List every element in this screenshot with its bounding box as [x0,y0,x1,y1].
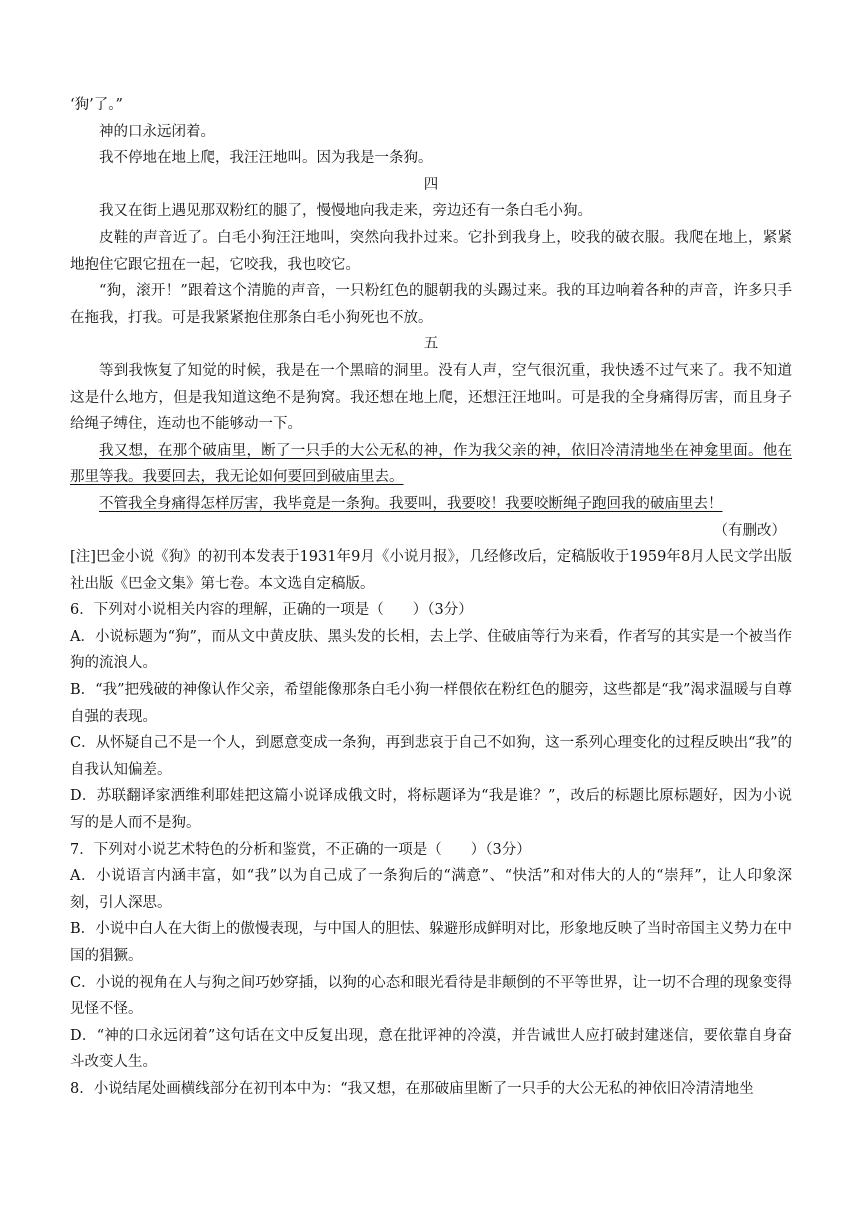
question-6-option-b: B．“我”把残破的神像认作父亲，希望能像那条白毛小狗一样偎依在粉红色的腿旁，这些都是“我”渴求温暖与自尊自强的表现。 [70,682,792,725]
paragraph: 等到我恢复了知觉的时候，我是在一个黑暗的洞里。没有人声，空气很沉重，我快透不过气来了。我不知道这是什么地方，但是我知道这绝不是狗窝。我还想在地上爬，还想汪汪地叫。可是我的全身痛得厉害，而且身子给绳子缚住，连动也不能够动一下。 [70,362,792,433]
paragraph: ‘狗’了。” [70,97,123,113]
question-7-option-b: B．小说中白人在大街上的傲慢表现，与中国人的胆怯、躲避形成鲜明对比，形象地反映了当时帝国主义势力在中国的猖獗。 [70,921,792,964]
paragraph: 我不停地在地上爬，我汪汪地叫。因为我是一条狗。 [99,150,433,167]
question-7-option-a: A．小说语言内涵丰富，如“我”以为自己成了一条狗后的“满意”、“快活”和对伟大的人的“崇拜”，让人印象深刻，引人深思。 [70,868,792,911]
paragraph: 我又在街上遇见那双粉红的腿了，慢慢地向我走来，旁边还有一条白毛小狗。 [99,203,592,220]
underlined-paragraph: 不管我全身痛得怎样厉害，我毕竟是一条狗。我要叫，我要咬！我要咬断绳子跑回我的破庙里去！ [99,495,723,512]
section-number: 五 [423,336,439,353]
question-7-option-d: D．“神的口永远闭着”这句话在文中反复出现，意在批评神的冷漠，并告诫世人应打破封建迷信，要依靠自身奋斗改变人生。 [70,1027,792,1071]
underlined-paragraph: 我又想，在那个破庙里，断了一只手的大公无私的神，作为我父亲的神，依旧冷清清地坐在神龛里面。他在那里等我。我要回去，我无论如何要回到破庙里去。 [70,442,792,486]
source-note: [注]巴金小说《狗》的初刊本发表于1931年9月《小说月报》，几经修改后，定稿版收于1959年8月人民文学出版社出版《巴金文集》第七卷。本文选自定稿版。 [70,549,792,592]
question-8-stem: 8．小说结尾处画横线部分在初刊本中为：“我又想，在那破庙里断了一只手的大公无私的神依旧冷清清地坐 [70,1080,754,1097]
question-7-option-c: C．小说的视角在人与狗之间巧妙穿插，以狗的心态和眼光看待是非颠倒的不平等世界，让一切不合理的现象变得见怪不怪。 [70,974,792,1018]
question-6-option-c: C．从怀疑自己不是一个人，到愿意变成一条狗，再到悲哀于自己不如狗，这一系列心理变化的过程反映出“我”的自我认知偏差。 [70,735,792,778]
paragraph: “狗，滚开！”跟着这个清脆的声音，一只粉红色的腿朝我的头踢过来。我的耳边响着各种的声音，许多只手在拖我，打我。可是我紧紧抱住那条白毛小狗死也不放。 [70,283,792,326]
question-7-stem: 7．下列对小说艺术特色的分析和鉴赏，不正确的一项是（ ）（3分） [70,841,531,858]
question-6-option-a: A．小说标题为“狗”，而从文中黄皮肤、黑头发的长相，去上学、住破庙等行为来看，作者写的其实是一个被当作狗的流浪人。 [70,628,792,672]
paragraph: 皮鞋的声音近了。白毛小狗汪汪地叫，突然向我扑过来。它扑到我身上，咬我的破衣服。我爬在地上，紧紧地抱住它跟它扭在一起，它咬我，我也咬它。 [70,229,792,273]
section-number: 四 [423,176,439,193]
paragraph: 神的口永远闭着。 [99,123,215,140]
question-6-stem: 6．下列对小说相关内容的理解，正确的一项是（ ）（3分） [70,602,473,619]
edited-note: （有删改） [713,522,786,539]
question-6-option-d: D．苏联翻译家洒维利耶娃把这篇小说译成俄文时，将标题译为“我是谁？”，改后的标题比原标题好，因为小说写的是人而不是狗。 [70,788,792,832]
document-page [70,92,792,1103]
